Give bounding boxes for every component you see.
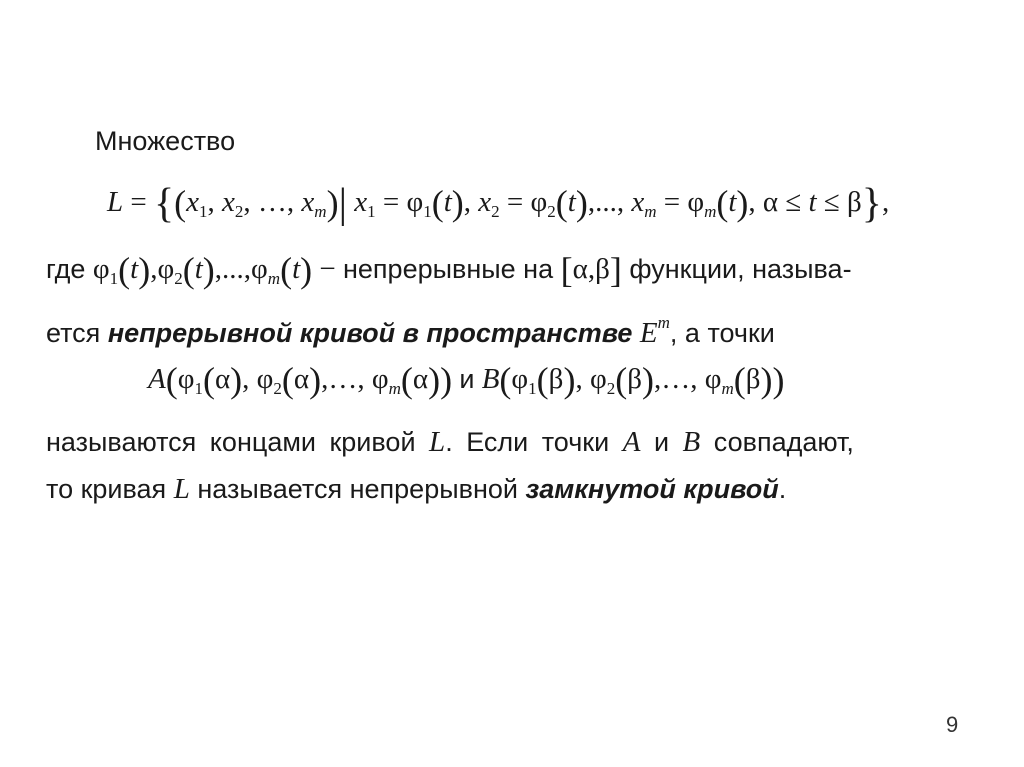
endpoints-formula: $A(\varphi_1(\alpha)$, $\varphi_2(\alpha),\dots$, $\varphi_m(\alpha)$) и $B(\varphi_1(\beta)$, $\varphi_2(\beta),\dots$, $\varphi_m(\beta)$) <box>148 360 785 400</box>
closed-curve-term: замкнутой кривой <box>525 474 779 504</box>
intro-word: Множество <box>95 126 236 156</box>
set-definition-formula: $L = \{(x_1$, $x_2$, …, $x_m)|$ $x_1 = \varphi_1(t)$, $x_2 = \varphi_2(t)$,..., $x_m = \varphi_m(t)$, α ≤ t ≤ β}, <box>107 181 890 227</box>
closed-curve-definition: то кривая L называется непрерывной замкнутой кривой. <box>46 473 787 505</box>
curve-definition: ется непрерывной кривой в пространстве $E^m$, а точки <box>46 313 775 349</box>
curve-term: непрерывной кривой в пространстве <box>107 318 633 348</box>
page-number: 9 <box>946 712 959 737</box>
functions-description: где $\varphi_1(t),\varphi_2(t),...,\varphi_m(t)$ − непрерывные на [α,β] функции, называ- <box>46 250 852 290</box>
endpoints-description: называются концами кривой L. Если точки A и B совпадают, <box>46 426 854 458</box>
